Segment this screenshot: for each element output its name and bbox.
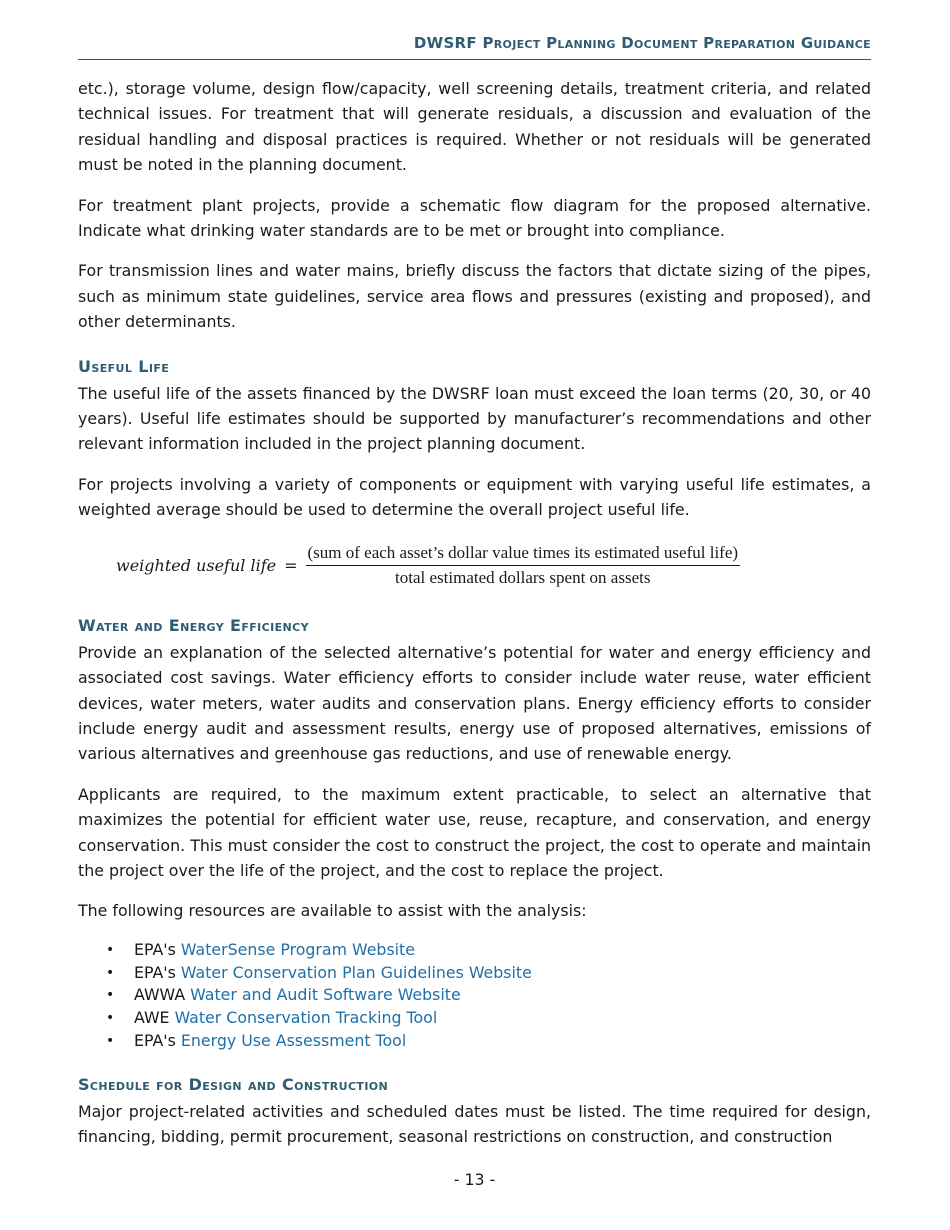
heading-useful-life: Useful Life bbox=[78, 356, 170, 376]
paragraph-resources-intro: The following resources are available to assist with the analysis: bbox=[78, 901, 587, 921]
resource-prefix: EPA's bbox=[134, 962, 181, 982]
link-water-conservation-plan[interactable]: Water Conservation Plan Guidelines Website bbox=[180, 962, 532, 982]
list-item bbox=[106, 939, 871, 962]
resources-list bbox=[78, 939, 871, 1053]
resource-prefix: AWE bbox=[134, 1008, 175, 1028]
heading-schedule: Schedule for Design and Construction bbox=[78, 1074, 389, 1094]
formula-numerator: (sum of each asset’s dollar value times its estimated useful life) bbox=[306, 543, 741, 566]
resource-prefix: EPA's bbox=[134, 939, 181, 959]
link-water-conservation-tracking[interactable]: Water Conservation Tracking Tool bbox=[174, 1008, 438, 1028]
running-header: DWSRF Project Planning Document Preparation Guidance bbox=[413, 34, 871, 52]
link-energy-use-assessment[interactable]: Energy Use Assessment Tool bbox=[180, 1030, 407, 1050]
paragraph-transmission-lines: For transmission lines and water mains, briefly discuss the factors that dictate sizing of the pipes, such as minimum state guidelines, service area flows and pressures (existing and proposed), and other determinants. bbox=[78, 261, 871, 332]
bullet-icon: • bbox=[106, 987, 115, 1004]
list-item bbox=[106, 1030, 871, 1053]
bullet-icon: • bbox=[106, 964, 115, 981]
formula-equals: = bbox=[284, 556, 298, 576]
header-rule bbox=[78, 59, 871, 60]
formula-lhs: weighted useful life bbox=[116, 556, 277, 576]
paragraph-schedule-activities: Major project-related activities and scheduled dates must be listed. The time required for design, financing, bidding, permit procurement, seasonal restrictions on construction, and construction bbox=[78, 1101, 871, 1147]
resource-prefix: AWWA bbox=[134, 985, 191, 1005]
paragraph-efficiency-explanation: Provide an explanation of the selected alternative’s potential for water and energy efficiency and associated cost savings. Water efficiency efforts to consider include water reuse, water efficient devices, water meters, water audits and conservation plans. Energy efficiency efforts to consider include energy audit and assessment results, energy use of proposed alternatives, emissions of various alternatives and greenhouse gas reductions, and use of renewable energy. bbox=[78, 642, 871, 764]
page-number: - 13 - bbox=[453, 1170, 496, 1189]
paragraph-technical-issues: etc.), storage volume, design flow/capacity, well screening details, treatment criteria, and related technical issues. For treatment that will generate residuals, a discussion and evaluation of the residual handling and disposal practices is required. Whether or not residuals will be generated must be noted in the planning document. bbox=[78, 79, 871, 175]
weighted-useful-life-formula bbox=[116, 538, 871, 594]
list-item bbox=[106, 1007, 871, 1030]
bullet-icon: • bbox=[106, 1010, 115, 1027]
bullet-icon: • bbox=[106, 941, 115, 958]
formula-fraction bbox=[306, 543, 741, 588]
paragraph-applicants-required: Applicants are required, to the maximum extent practicable, to select an alternative that maximizes the potential for efficient water use, reuse, recapture, and conservation, and energy conservation. This must consider the cost to construct the project, the cost to operate and maintain the project over the life of the project, and the cost to replace the project. bbox=[78, 784, 871, 880]
list-item bbox=[106, 984, 871, 1007]
link-watersense-program[interactable]: WaterSense Program Website bbox=[180, 939, 415, 959]
link-water-audit-software[interactable]: Water and Audit Software Website bbox=[190, 985, 461, 1005]
list-item bbox=[106, 962, 871, 985]
formula-denominator: total estimated dollars spent on assets bbox=[395, 568, 651, 588]
heading-water-energy-efficiency: Water and Energy Efficiency bbox=[78, 615, 310, 635]
paragraph-weighted-average: For projects involving a variety of components or equipment with varying useful life estimates, a weighted average should be used to determine the overall project useful life. bbox=[78, 474, 871, 520]
page-content bbox=[78, 76, 871, 1165]
paragraph-useful-life-terms: The useful life of the assets financed by the DWSRF loan must exceed the loan terms (20, 30, or 40 years). Useful life estimates should be supported by manufacturer’s recommendations and other relevant information included in the project planning document. bbox=[78, 383, 871, 454]
resource-prefix: EPA's bbox=[134, 1030, 181, 1050]
bullet-icon: • bbox=[106, 1032, 115, 1049]
paragraph-treatment-plant: For treatment plant projects, provide a schematic flow diagram for the proposed alternative. Indicate what drinking water standards are to be met or brought into compliance. bbox=[78, 195, 871, 241]
